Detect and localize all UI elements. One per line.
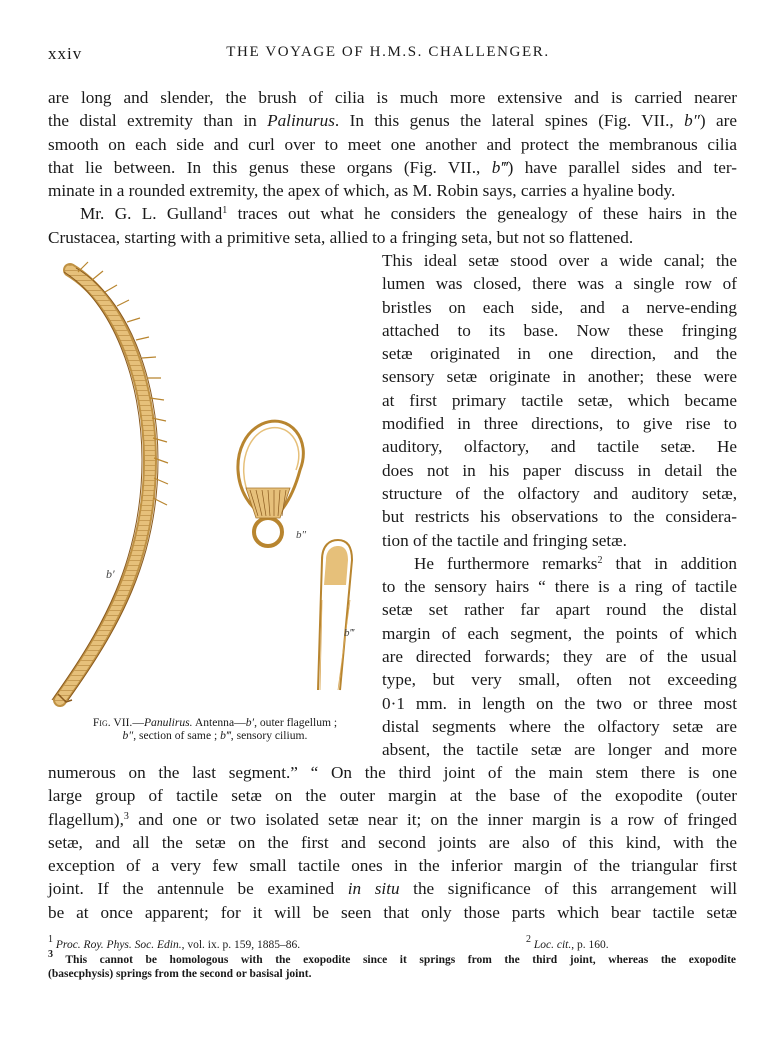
text-line: does not in his paper discuss in detail the: [382, 460, 737, 480]
text-line: distal segments where the olfactory setæ are: [382, 716, 737, 736]
text-line: sensory setæ originate in another; these were: [382, 367, 737, 387]
text-line: large group of tactile setæ on the outer margin at the base of the exopodite (outer: [48, 786, 737, 806]
text-line: setæ originated in one direction, and the: [382, 344, 737, 364]
text-line: bristles on each side, and a nerve-ending: [382, 297, 737, 317]
text-line: attached to its base. Now these fringing: [382, 320, 737, 340]
figure-caption: Fig. VII.—Panulirus. Antenna—b′, outer flagellum ; b″, section of same ; b‴, sensory cilium.: [92, 716, 338, 742]
text-line: flagellum),$^3$ and one or two isolated setæ near it; on the inner margin is a row of fringed: [48, 809, 737, 829]
text-line: minate in a rounded extremity, the apex of which, as M. Robin says, carries a hyaline body.: [48, 181, 676, 201]
sensory-cilium-drawing: [318, 540, 352, 690]
footnote-3: $^3$ This cannot be homologous with the exopodite since it springs from the third joint, whereas the exopodite: [48, 948, 736, 966]
text-line: joint. If the antennule be examined in situ the significance of this arrangement will: [48, 879, 738, 899]
text-line: tion of the tactile and fringing setæ.: [382, 530, 627, 550]
running-title: THE VOYAGE OF H.M.S. CHALLENGER.: [226, 44, 550, 60]
text-line: margin of each segment, the points of which: [382, 623, 737, 643]
text-line: numerous on the last segment.” “ On the third joint of the main stem there is one: [48, 763, 737, 782]
text-line: lumen was closed, there was a single row of: [382, 274, 737, 294]
text-line: that lie between. In this genus these organs (Fig. VII., b‴) have parallel sides and ter-: [48, 157, 737, 177]
text-line: absent, the tactile setæ are longer and more: [382, 740, 737, 760]
text-line: the distal extremity than in Palinurus. In this genus the lateral spines (Fig. VII., b″) are: [48, 111, 737, 131]
text-line: Crustacea, starting with a primitive seta, allied to a fringing seta, but not so flattened.: [48, 227, 634, 247]
text-line: be at once apparent; for it will be seen that only those parts which bear tactile setæ: [48, 902, 737, 922]
figure-label-b3: b‴: [344, 627, 355, 639]
page-number: xxiv: [48, 44, 83, 63]
figure-label-b2: b″: [296, 529, 307, 541]
text-line: to the sensory hairs “ there is a ring of tactile: [382, 577, 737, 597]
text-line: at first primary tactile setæ, which became: [382, 390, 737, 410]
text-line: 0·1 mm. in length on the two or three most: [382, 693, 737, 713]
text-line: Mr. G. L. Gulland$^1$ traces out what he considers the genealogy of these hairs in the: [80, 204, 737, 224]
text-line: setæ set rather far apart round the distal: [382, 600, 737, 620]
footnote-3-continued: (basecphysis) springs from the second or basisal joint.: [48, 968, 312, 980]
text-line: This ideal setæ stood over a wide canal; the: [382, 251, 737, 270]
outer-flagellum-drawing: [52, 262, 168, 702]
text-line: are long and slender, the brush of cilia is much more extensive and is carried nearer: [48, 88, 737, 107]
footnote-1-and-2: $^1$ Proc. Roy. Phys. Soc. Edin., vol. ix. p. 159, 1885–86. $^2$ Loc. cit., p. 160.: [48, 934, 609, 951]
text-line: He furthermore remarks$^2$ that in addition: [414, 553, 737, 573]
text-line: setæ, and all the setæ on the first and second joints are also of this kind, with the: [48, 832, 737, 852]
figure-label-b1: b′: [106, 567, 115, 581]
text-line: but restricts his observations to the considera-: [382, 507, 737, 527]
flagellum-section-drawing: [238, 421, 303, 546]
text-line: exception of a very few small tactile ones in the inferior margin of the triangular first: [48, 856, 737, 876]
text-line: type, but very small, often not exceeding: [382, 670, 737, 690]
text-line: are directed forwards; they are of the usual: [382, 647, 737, 667]
footnote-ref: 1: [222, 205, 228, 217]
text-line: smooth on each side and curl over to meet one another and protect the membranous cilia: [48, 134, 737, 154]
text-line: modified in three directions, to give rise to: [382, 414, 737, 434]
footnote-ref: 2: [597, 554, 603, 566]
text-line: structure of the olfactory and auditory setæ,: [382, 483, 737, 503]
footnote-ref: 3: [123, 810, 129, 822]
footnotes: [48, 934, 736, 982]
text-line: auditory, olfactory, and tactile setæ. He: [382, 437, 737, 457]
